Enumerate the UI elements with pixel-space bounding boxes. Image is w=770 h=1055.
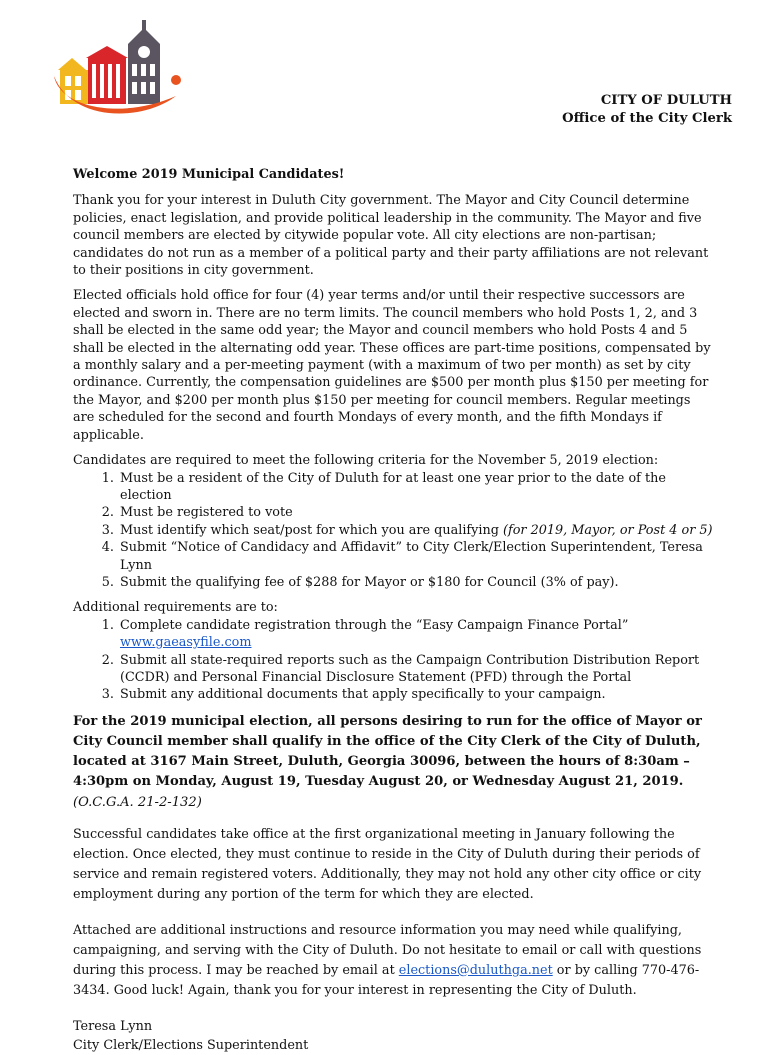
additional-item: 2. Submit all state-required reports such as the Campaign Contribution Distribution Report (CCDR) and Personal Financial Disclosure Statement (PFD) through the Portal	[118, 652, 715, 687]
city-logo	[52, 18, 182, 118]
criteria-item: 5. Submit the qualifying fee of $288 for Mayor or $180 for Council (3% of pay).	[118, 574, 715, 591]
salutation: Welcome 2019 Municipal Candidates!	[73, 167, 345, 182]
criteria-note: (for 2019, Mayor, or Post 4 or 5)	[502, 522, 713, 538]
signature-block	[73, 1017, 715, 1055]
closing-text-end: or by calling 770-476-3434. Good luck! Again, thank you for your interest in representing the City of Duluth.	[73, 962, 700, 998]
successful-paragraph: Successful candidates take office at the first organizational meeting in January following the election. Once elected, they must continue to reside in the City of Duluth during their periods of service and remain registered voters. Additionally, they may not hold any other city office or city employment during any portion of the term for which they are elected.	[73, 826, 702, 902]
additional-text: Complete candidate registration through the “Easy Campaign Finance Portal”	[120, 617, 629, 633]
closing-text: Attached are additional instructions and resource information you may need while qualifying, campaigning, and serving with the City of Duluth. Do not hesitate to email or call with questions during this process. I may be reached by email at	[73, 922, 702, 978]
signer-name: Teresa Lynn	[73, 1018, 153, 1034]
criteria-item: 2. Must be registered to vote	[118, 504, 715, 521]
qualifying-paragraph	[73, 712, 715, 813]
additional-item	[118, 617, 715, 652]
criteria-intro: Candidates are required to meet the following criteria for the November 5, 2019 election:	[73, 453, 659, 469]
city-name: CITY OF DULUTH	[600, 93, 732, 108]
intro-paragraph: Thank you for your interest in Duluth City government. The Mayor and City Council determine policies, enact legislation, and provide political leadership in the community. The Mayor and five council members are elected by citywide popular vote. All city elections are non-partisan; candidates do not run as a member of a political party and their party affiliations are not relevant to their positions in city government.	[73, 193, 709, 279]
signer-title: City Clerk/Elections Superintendent	[73, 1037, 309, 1053]
email-link[interactable]: elections@duluthga.net	[398, 962, 553, 978]
additional-intro: Additional requirements are to:	[73, 600, 278, 616]
criteria-list	[73, 470, 715, 592]
criteria-item: 1. Must be a resident of the City of Duluth for at least one year prior to the date of the election	[118, 470, 715, 505]
office-name: Office of the City Clerk	[562, 111, 732, 126]
criteria-item: 4. Submit “Notice of Candidacy and Affidavit” to City Clerk/Election Superintendent, Teresa Lynn	[118, 539, 715, 574]
qualifying-text: For the 2019 municipal election, all persons desiring to run for the office of Mayor or City Council member shall qualify in the office of the City Clerk of the City of Duluth, located at 3167 Main Street, Duluth, Georgia 30096, between the hours of 8:30am – 4:30pm on Monday, August 19, Tuesday August 20, or Wednesday August 21, 2019.	[73, 713, 702, 790]
additional-list	[73, 617, 715, 704]
terms-paragraph: Elected officials hold office for four (4) year terms and/or until their respective successors are elected and sworn in. There are no term limits. The council members who hold Posts 1, 2, and 3 shall be elected in the same odd year; the Mayor and council members who hold Posts 4 and 5 shall be elected in the alternating odd year. These offices are part-time positions, compensated by a monthly salary and a per-meeting payment (with a maximum of two per month) as set by city ordinance. Currently, the compensation guidelines are $500 per month plus $150 per meeting for the Mayor, and $200 per month plus $150 per meeting for council members. Regular meetings are scheduled for the second and fourth Mondays of every month, and the fifth Mondays if applicable.	[73, 288, 711, 443]
statute-citation: (O.C.G.A. 21-2-132)	[73, 794, 202, 810]
criteria-item	[118, 522, 715, 539]
letter-body	[73, 166, 715, 1055]
criteria-text: Must identify which seat/post for which you are qualifying	[120, 522, 503, 538]
gaeasyfile-link[interactable]: www.gaeasyfile.com	[120, 635, 252, 651]
additional-item: 3. Submit any additional documents that apply specifically to your campaign.	[118, 686, 715, 703]
letterhead	[562, 92, 732, 128]
closing-paragraph	[73, 921, 715, 1001]
